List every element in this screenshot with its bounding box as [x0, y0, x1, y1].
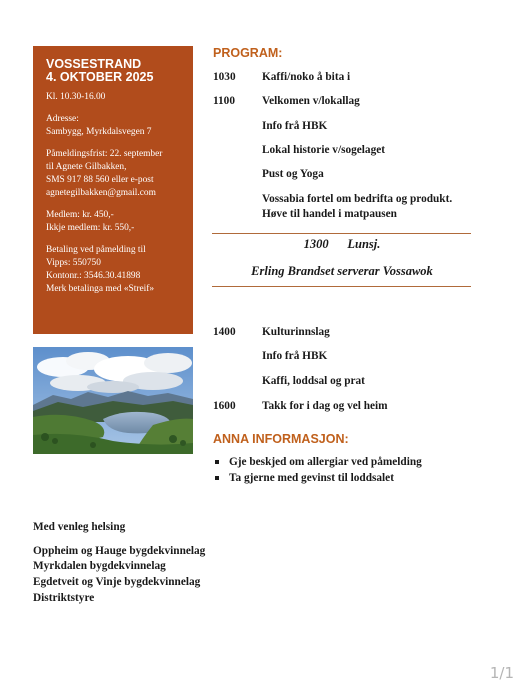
event-location-title: VOSSESTRAND — [46, 57, 142, 71]
lunch-time: 1300 Lunsj. — [303, 237, 381, 251]
program-text: Kulturinnslag — [262, 326, 330, 338]
registration-line: SMS 917 88 560 eller e-post — [46, 175, 154, 185]
registration-email: agnetegilbakken@gmail.com — [46, 188, 156, 198]
program-text: Takk for i dag og vel heim — [262, 400, 388, 412]
program-text: Info frå HBK — [262, 350, 328, 362]
signature-line: Distriktstyre — [33, 592, 95, 604]
list-item-text: Ta gjerne med gevinst til loddsalet — [229, 471, 394, 484]
landscape-photo — [33, 347, 193, 454]
signature-line: Oppheim og Hauge bygdekvinnelag — [33, 545, 206, 557]
payment-reference: Merk betalinga med «Streif» — [46, 284, 155, 294]
program-time: 1030 — [213, 71, 236, 83]
event-time: Kl. 10.30-16.00 — [46, 92, 106, 102]
divider-bottom — [212, 286, 471, 287]
page-indicator: 1/1 — [489, 664, 514, 682]
list-item — [215, 455, 515, 471]
other-info-list — [215, 455, 515, 486]
event-date-title: 4. OKTOBER 2025 — [46, 70, 154, 84]
program-text: Kaffi, loddsal og prat — [262, 375, 365, 387]
payment-vipps: Vipps: 550750 — [46, 258, 101, 268]
event-info-box — [33, 46, 193, 334]
list-item-text: Gje beskjed om allergiar ved påmelding — [229, 456, 422, 468]
program-text: Lokal historie v/sogelaget — [262, 144, 386, 156]
price-member: Medlem: kr. 450,- — [46, 210, 114, 220]
divider-top — [212, 233, 471, 234]
list-item — [215, 471, 515, 487]
price-nonmember: Ikkje medlem: kr. 550,- — [46, 223, 135, 233]
closing-greeting: Med venleg helsing — [33, 521, 126, 533]
payment-account: Kontonr.: 3546.30.41898 — [46, 271, 141, 281]
bullet-icon — [215, 476, 219, 480]
program-text: Info frå HBK — [262, 120, 328, 132]
program-text: Pust og Yoga — [262, 168, 324, 180]
program-time: 1600 — [213, 400, 236, 412]
program-text: Velkomen v/lokallag — [262, 95, 360, 107]
registration-line: Påmeldingsfrist: 22. september — [46, 149, 163, 159]
bullet-icon — [215, 460, 219, 464]
other-info-heading: ANNA INFORMASJON: — [213, 432, 349, 446]
signature-line: Egdetveit og Vinje bygdekvinnelag — [33, 576, 201, 588]
program-text: Kaffi/noko å bita i — [262, 71, 351, 83]
program-time: 1100 — [213, 95, 235, 107]
address-value: Sambygg, Myrkdalsvegen 7 — [46, 127, 152, 137]
program-text: Høve til handel i matpausen — [262, 208, 397, 220]
payment-line: Betaling ved påmelding til — [46, 245, 146, 255]
signature-line: Myrkdalen bygdekvinnelag — [33, 560, 166, 572]
program-time: 1400 — [213, 326, 236, 338]
program-text: Vossabia fortel om bedrifta og produkt. — [262, 193, 453, 205]
lunch-caterer: Erling Brandset serverar Vossawok — [251, 264, 433, 278]
program-heading: PROGRAM: — [213, 46, 283, 60]
address-label: Adresse: — [46, 114, 79, 124]
registration-line: til Agnete Gilbakken, — [46, 162, 127, 172]
